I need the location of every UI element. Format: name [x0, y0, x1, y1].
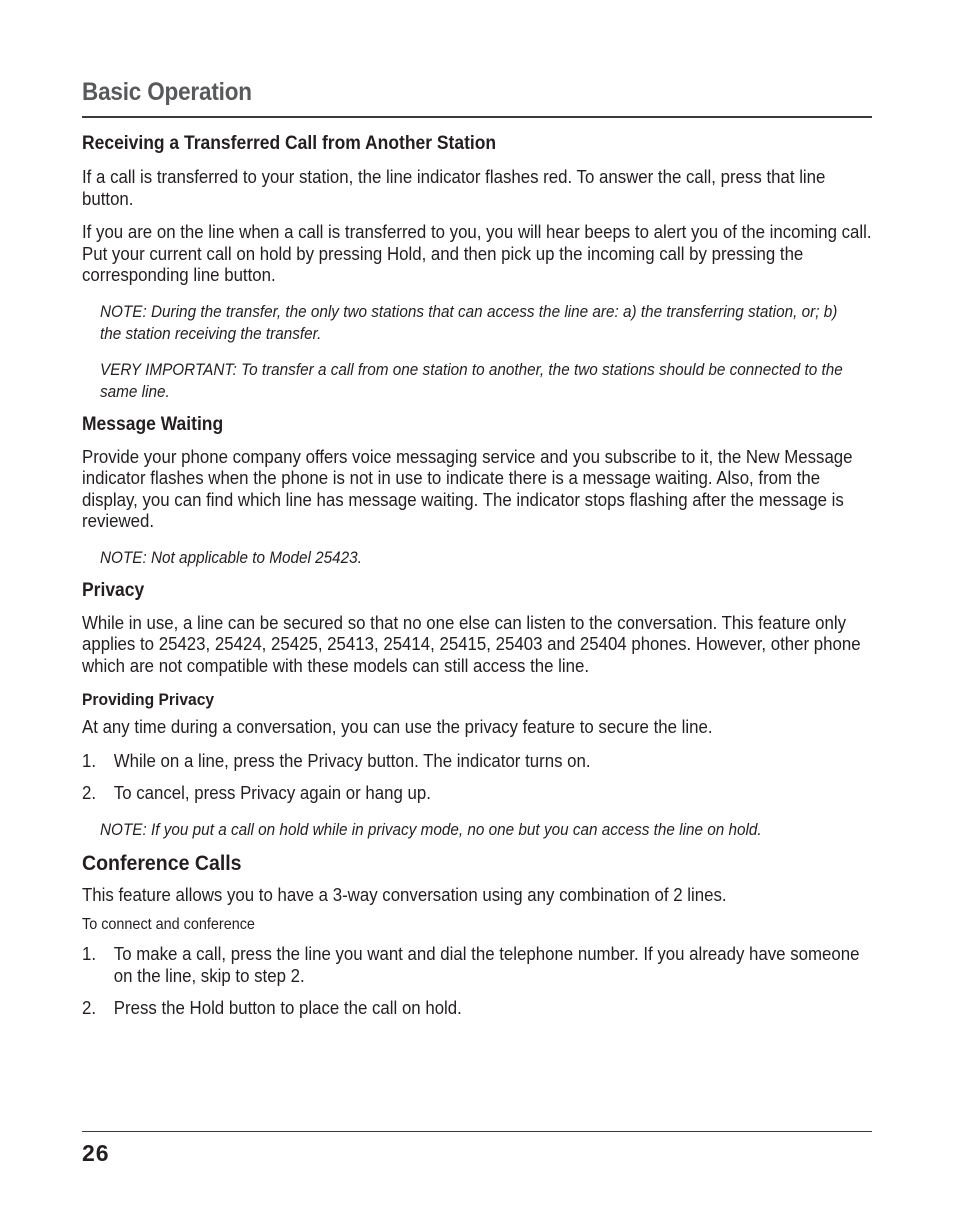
privacy-step [82, 783, 872, 805]
section-heading-transfer: Receiving a Transferred Call from Another Station [82, 133, 497, 154]
message-waiting-note: NOTE: Not applicable to Model 25423. [100, 547, 362, 567]
chapter-title: Basic Operation [82, 78, 252, 106]
conference-step [82, 944, 872, 987]
transfer-paragraph-1: If a call is transferred to your station, the line indicator flashes red. To answer the call, press that line button. [82, 167, 826, 209]
sub-heading-connect-conference: To connect and conference [82, 916, 255, 933]
page-number: 26 [82, 1140, 110, 1166]
conference-step [82, 998, 872, 1020]
step-text: To make a call, press the line you want and dial the telephone number. If you already have someone on the line, skip to step 2. [113, 944, 860, 986]
transfer-paragraph-2: If you are on the line when a call is transferred to you, you will hear beeps to alert you of the incoming call. Put your current call on hold by pressing Hold, and then pick up the incoming call by pressing the corresponding line button. [82, 222, 872, 285]
step-text: While on a line, press the Privacy button. The indicator turns on. [113, 750, 591, 771]
sub-heading-providing-privacy: Providing Privacy [82, 690, 215, 709]
step-number: 1. [82, 750, 97, 771]
section-heading-message-waiting: Message Waiting [82, 413, 224, 435]
message-waiting-paragraph: Provide your phone company offers voice messaging service and you subscribe to it, the New Message indicator flashes when the phone is not in use to indicate there is a message waiting. Also, from the display, you can find which line has message waiting. The indicator stops flashing after the message is reviewed. [82, 446, 853, 531]
step-number: 2. [82, 998, 97, 1018]
step-number: 1. [82, 944, 97, 964]
step-text: To cancel, press Privacy again or hang up. [113, 783, 431, 803]
footer-divider [82, 1131, 872, 1132]
step-number: 2. [82, 783, 97, 803]
section-heading-conference: Conference Calls [82, 851, 242, 875]
transfer-important-note: VERY IMPORTANT: To transfer a call from one station to another, the two stations should be connected to the same line. [100, 359, 843, 401]
content [82, 132, 872, 1020]
providing-privacy-paragraph: At any time during a conversation, you can use the privacy feature to secure the line. [82, 717, 713, 737]
privacy-note: NOTE: If you put a call on hold while in privacy mode, no one but you can access the line on hold. [100, 819, 762, 839]
privacy-step [82, 751, 872, 773]
header-divider [82, 116, 872, 118]
transfer-note: NOTE: During the transfer, the only two stations that can access the line are: a) the transferring station, or; b) the station receiving the transfer. [100, 301, 838, 343]
conference-paragraph: This feature allows you to have a 3-way conversation using any combination of 2 lines. [82, 884, 727, 905]
section-heading-privacy: Privacy [82, 579, 145, 601]
privacy-paragraph: While in use, a line can be secured so that no one else can listen to the conversation. This feature only applies to 25423, 25424, 25425, 25413, 25414, 25415, 25403 and 25404 phones. However, other phone which are not compatible with these models can still access the line. [82, 612, 861, 676]
step-text: Press the Hold button to place the call on hold. [113, 998, 462, 1018]
